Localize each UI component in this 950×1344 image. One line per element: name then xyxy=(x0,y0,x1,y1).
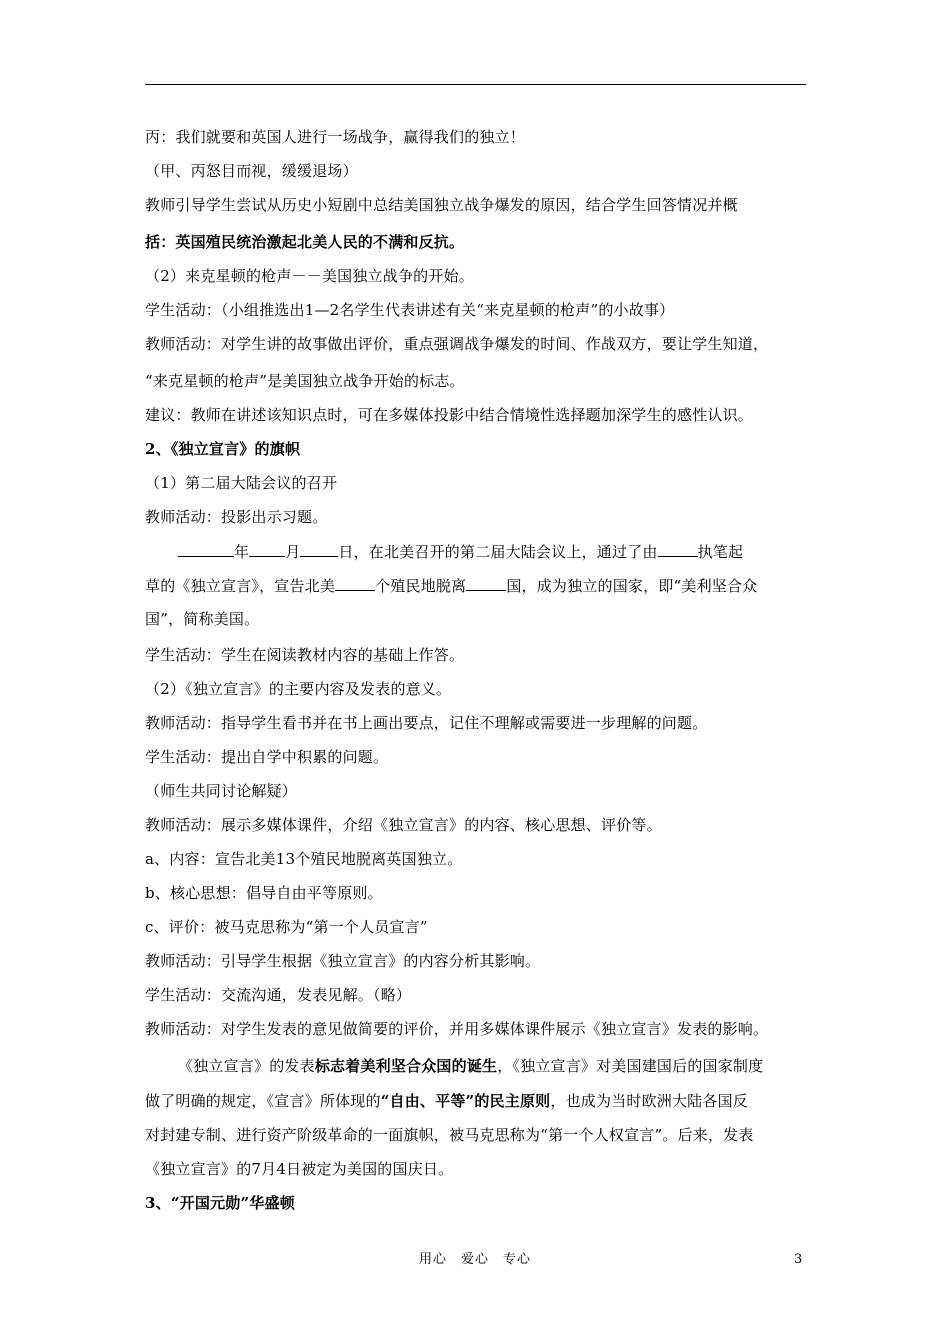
text-line: b、核心思想：倡导自由平等原则。 xyxy=(145,884,383,902)
exercise-line xyxy=(145,575,815,596)
answer-blank xyxy=(335,575,375,591)
text-fragment: 国，成为独立的国家，即“美利坚合众 xyxy=(506,577,758,595)
text-line: 学生活动：提出自学中积累的问题。 xyxy=(145,748,389,766)
text-line: 教师活动：对学生讲的故事做出评价，重点强调战争爆发的时间、作战双方，要让学生知道， xyxy=(145,335,769,353)
text-line: 教师活动：投影出示习题。 xyxy=(145,508,328,526)
answer-blank xyxy=(249,541,285,557)
text-fragment: 月 xyxy=(285,543,301,561)
label-text: 括： xyxy=(145,233,176,251)
answer-blank xyxy=(466,575,506,591)
text-line: （2）来克星顿的枪声－－美国独立战争的开始。 xyxy=(145,267,474,285)
text-line: 建议：教师在讲述该知识点时，可在多媒体投影中结合情境性选择题加深学生的感性认识。 xyxy=(145,406,754,424)
text-line: 学生活动：（小组推选出1—2名学生代表讲述有关“来克星顿的枪声”的小故事） xyxy=(145,301,675,319)
answer-blank xyxy=(300,541,338,557)
page-footer: 用心 爱心 专心 xyxy=(418,1252,531,1267)
text-line xyxy=(145,232,815,252)
text-fragment: 草的《独立宣言》，宣告北美 xyxy=(145,577,336,595)
text-fragment: 做了明确的规定，《宣言》所体现的 xyxy=(145,1092,381,1110)
exercise-line xyxy=(178,541,848,562)
text-line: a、内容：宣告北美13个殖民地脱离英国独立。 xyxy=(145,850,463,868)
text-line: 国”，简称美国。 xyxy=(145,610,260,628)
text-line: （2）《独立宣言》的主要内容及发表的意义。 xyxy=(145,680,452,698)
text-line: 丙：我们就要和英国人进行一场战争，赢得我们的独立！ xyxy=(145,128,526,146)
text-line: （师生共同讨论解疑） xyxy=(145,782,298,800)
text-fragment: ，《独立宣言》对美国建国后的国家制度 xyxy=(497,1057,764,1075)
answer-blank xyxy=(658,541,698,557)
text-line: 教师活动：对学生发表的意见做简要的评价，并用多媒体课件展示《独立宣言》发表的影响。 xyxy=(145,1020,769,1038)
text-line: 对封建专制、进行资产阶级革命的一面旗帜，被马克思称为“第一个人权宣言”。后来，发表 xyxy=(145,1126,754,1144)
section-heading: 3、“开国元勋”华盛顿 xyxy=(145,1194,295,1212)
text-fragment: 年 xyxy=(234,543,250,561)
text-line: 学生活动：交流沟通，发表见解。（略） xyxy=(145,986,412,1004)
text-fragment: 执笔起 xyxy=(697,543,744,561)
emphasis-text: 标志着美利坚合众国的诞生 xyxy=(314,1057,498,1075)
text-line: 教师活动：指导学生看书并在书上画出要点，记住不理解或需要进一步理解的问题。 xyxy=(145,714,708,732)
text-line: 教师活动：展示多媒体课件，介绍《独立宣言》的内容、核心思想、评价等。 xyxy=(145,816,662,834)
text-line: 教师活动：引导学生根据《独立宣言》的内容分析其影响。 xyxy=(145,952,541,970)
text-line: （甲、丙怒目而视，缓缓退场） xyxy=(145,162,358,180)
text-line: 学生活动：学生在阅读教材内容的基础上作答。 xyxy=(145,646,465,664)
emphasis-text: 英国殖民统治激起北美人民的不满和反抗。 xyxy=(175,233,465,251)
header-rule xyxy=(145,84,806,85)
answer-blank xyxy=(178,541,234,557)
text-fragment: ，也成为当时欧洲大陆各国反 xyxy=(550,1092,748,1110)
page-number: 3 xyxy=(794,1252,803,1267)
text-line: （1）第二届大陆会议的召开 xyxy=(145,474,338,492)
text-line: “来克星顿的枪声”是美国独立战争开始的标志。 xyxy=(145,372,465,390)
text-line: 《独立宣言》的7月4日被定为美国的国庆日。 xyxy=(145,1160,454,1178)
emphasis-text: “自由、平等”的民主原则 xyxy=(380,1092,551,1110)
text-fragment: 《独立宣言》的发表 xyxy=(178,1057,315,1075)
text-line xyxy=(145,1091,815,1111)
section-heading: 2、《独立宣言》的旗帜 xyxy=(145,440,301,458)
text-fragment: 个殖民地脱离 xyxy=(375,577,467,595)
text-line: 教师引导学生尝试从历史小短剧中总结美国独立战争爆发的原因，结合学生回答情况并概 xyxy=(145,196,738,214)
text-line xyxy=(178,1056,848,1076)
text-line: c、评价：被马克思称为“第一个人员宣言” xyxy=(145,918,428,936)
text-fragment: 日，在北美召开的第二届大陆会议上，通过了由 xyxy=(338,543,658,561)
